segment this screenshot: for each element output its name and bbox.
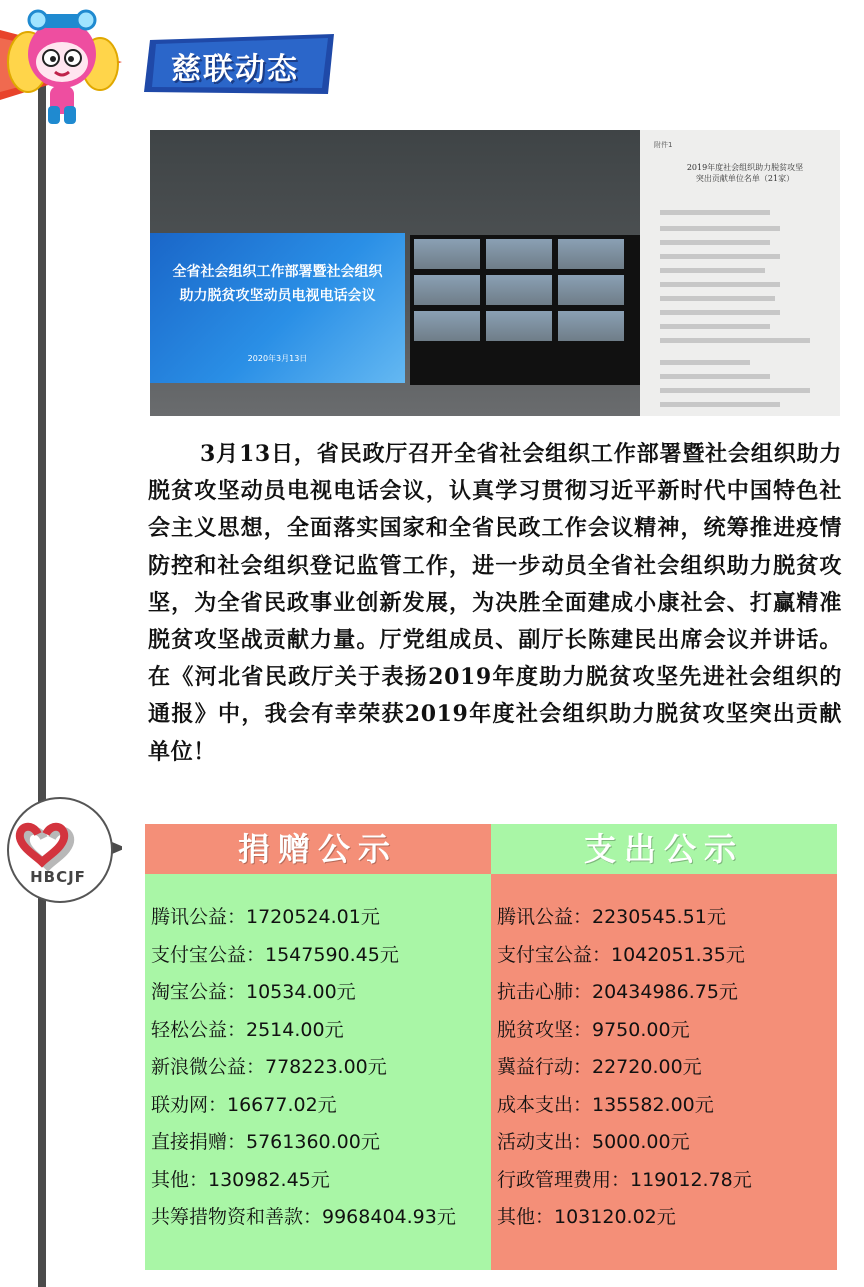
mascot-icon xyxy=(0,0,140,130)
expense-row: 脱贫攻坚：9750.00元 xyxy=(497,1018,690,1041)
screen-title-line2: 助力脱贫攻坚动员电视电话会议 xyxy=(179,288,376,304)
donation-column xyxy=(145,824,491,1270)
expense-heading: 支出公示 xyxy=(491,824,837,874)
doc-title xyxy=(670,162,820,184)
doc-title-line1: 2019年度社会组织助力脱贫攻坚 xyxy=(686,163,804,172)
video-wall xyxy=(410,235,642,385)
doc-title-line2: 突出贡献单位名单（21家） xyxy=(695,174,795,183)
donation-row: 淘宝公益：10534.00元 xyxy=(151,981,356,1003)
screen-date: 2020年3月13日 xyxy=(247,354,308,363)
donation-row: 腾讯公益：1720524.01元 xyxy=(151,906,380,928)
projection-screen xyxy=(150,233,405,383)
screen-title-line1: 全省社会组织工作部署暨社会组织 xyxy=(172,264,383,280)
donation-row: 新浪微公益：778223.00元 xyxy=(151,1056,387,1078)
page-title: 慈联动态 xyxy=(171,52,299,87)
donation-total-row: 共筹措物资和善款：9968404.93元 xyxy=(151,1206,456,1228)
expense-row: 冀益行动：22720.00元 xyxy=(497,1056,702,1078)
expense-row: 活动支出：5000.00元 xyxy=(497,1131,690,1153)
expense-row: 其他：103120.02元 xyxy=(497,1206,676,1228)
expense-row: 行政管理费用：119012.78元 xyxy=(497,1168,752,1191)
donation-row: 联劝网：16677.02元 xyxy=(151,1093,337,1116)
expense-row: 抗击心肺：20434986.75元 xyxy=(497,981,738,1003)
donation-row: 直接捐赠：5761360.00元 xyxy=(151,1131,380,1153)
meeting-photo xyxy=(150,130,840,416)
expense-row: 腾讯公益：2230545.51元 xyxy=(497,906,726,928)
article-paragraph: 3月13日，省民政厅召开全省社会组织工作部署暨社会组织助力脱贫攻坚动员电视电话会议，认真学习贯彻习近平新时代中国特色社会主义思想，全面落实国家和全省民政工作会议精神，统筹推进疫情防控和社会组织登记监管工作，进一步动员全省社会组织助力脱贫攻坚，为全省民政事业创新发展，为决胜全面建成小康社会、打赢精准脱贫攻坚战贡献力量。厅党组成员、副厅长陈建民出席会议并讲话。在《河北省民政厅关于表扬2019年度助力脱贫攻坚先进社会组织的通报》中，我会有幸荣获2019年度社会组织助力脱贫攻坚突出贡献单位！ xyxy=(148,441,842,765)
donation-row: 支付宝公益：1547590.45元 xyxy=(151,943,399,966)
donation-row: 其他：130982.45元 xyxy=(151,1168,330,1191)
expense-column xyxy=(491,824,837,1270)
doc-label: 附件1 xyxy=(654,141,673,149)
donation-heading: 捐赠公示 xyxy=(145,824,491,874)
timeline-bar xyxy=(38,60,46,1287)
expense-row: 成本支出：135582.00元 xyxy=(497,1093,714,1116)
hbcjf-logo xyxy=(2,796,122,904)
public-disclosure-table xyxy=(145,824,837,1270)
document-scan xyxy=(640,130,840,416)
logo-text: HBCJF xyxy=(30,868,86,886)
expense-row: 支付宝公益：1042051.35元 xyxy=(497,943,745,966)
donation-row: 轻松公益：2514.00元 xyxy=(151,1018,344,1041)
